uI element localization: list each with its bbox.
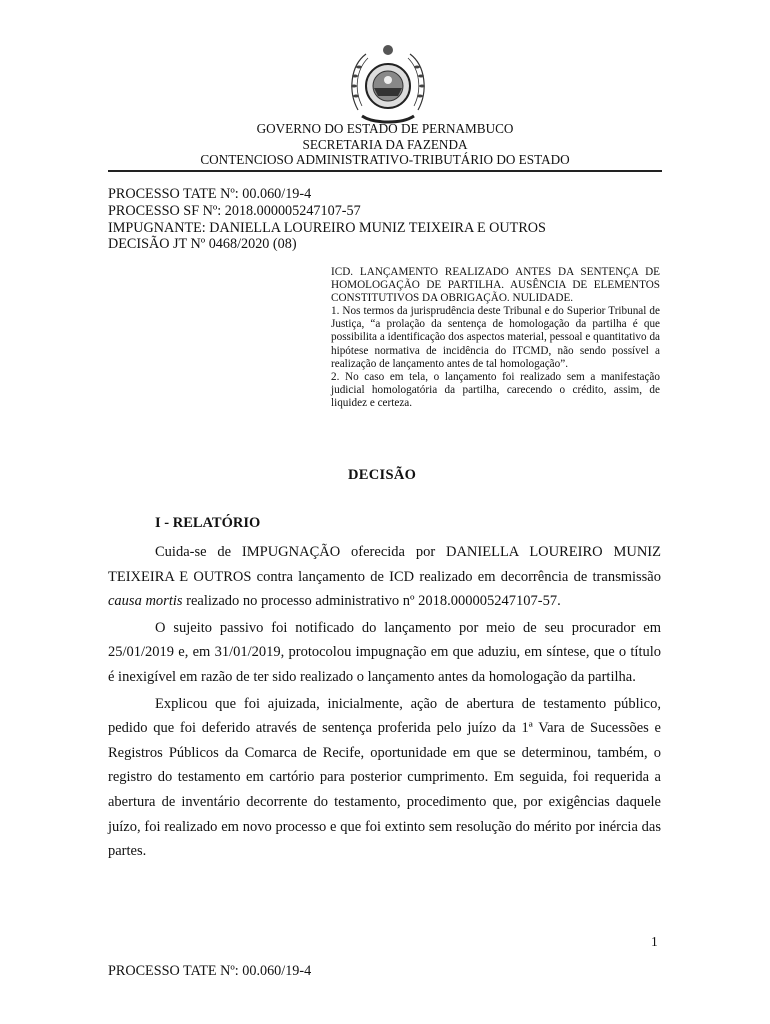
paragraph-1: Cuida-se de IMPUGNAÇÃO oferecida por DANIELLA LOUREIRO MUNIZ TEIXEIRA E OUTROS contra lançamento de ICD realizado em decorrência de transmissão causa mortis realizado no processo administrativo nº 2018.000005247107-57. <box>108 544 661 610</box>
processo-tate: PROCESSO TATE Nº: 00.060/19-4 <box>108 186 312 202</box>
state-coat-of-arms-icon <box>344 40 432 124</box>
paragraph-2: O sujeito passivo foi notificado do lançamento por meio de seu procurador em 25/01/2019 e, em 31/01/2019, protocolou impugnação em que aduziu, em síntese, que o título é inexigível em razão de ter sido realizado o lançamento antes da homologação da partilha. <box>108 619 661 685</box>
page-number: 1 <box>651 934 658 949</box>
header-divider <box>108 170 662 172</box>
impugnante: IMPUGNANTE: DANIELLA LOUREIRO MUNIZ TEIXEIRA E OUTROS <box>108 219 546 236</box>
process-identification <box>108 186 668 253</box>
header-department: CONTENCIOSO ADMINISTRATIVO-TRIBUTÁRIO DO ESTADO <box>200 152 570 167</box>
processo-sf: PROCESSO SF Nº: 2018.000005247107-57 <box>108 202 361 219</box>
decisao-number: DECISÃO JT Nº 0468/2020 (08) <box>108 236 297 253</box>
document-header <box>108 121 662 168</box>
footer-process: PROCESSO TATE Nº: 00.060/19-4 <box>108 963 312 979</box>
body-text <box>108 540 661 866</box>
header-secretariat: SECRETARIA DA FAZENDA <box>302 136 468 152</box>
ementa-summary <box>331 266 660 410</box>
ementa-item-1: 1. Nos termos da jurisprudência deste Tribunal e do Superior Tribunal de Justiça, “a prolação da sentença de homologação da partilha é que possibilita a identificação dos aspectos material, pessoal e quantitativo da hipótese normativa de incidência do ITCMD, não sendo possível a realização de lançamento antes de tal homologação”. <box>331 305 660 370</box>
section-relatorio-title: I - RELATÓRIO <box>155 515 261 531</box>
ementa-heading: ICD. LANÇAMENTO REALIZADO ANTES DA SENTENÇA DE HOMOLOGAÇÃO DE PARTILHA. AUSÊNCIA DE ELEMENTOS CONSTITUTIVOS DA OBRIGAÇÃO. NULIDADE. <box>331 266 660 305</box>
italic-term: causa mortis <box>108 593 183 610</box>
header-government: GOVERNO DO ESTADO DE PERNAMBUCO <box>256 121 514 136</box>
ementa-item-2: 2. No caso em tela, o lançamento foi realizado sem a manifestação judicial homologatória da partilha, carecendo o crédito, assim, de liquidez e certeza. <box>331 370 660 409</box>
paragraph-3: Explicou que foi ajuizada, inicialmente, ação de abertura de testamento público, pedido que foi deferido através de sentença proferida pelo juízo da 1ª Vara de Sucessões e Registros Públicos da Comarca de Recife, oportunidade em que se determinou, também, o registro do testamento em cartório para posterior cumprimento. Em seguida, foi requerida a abertura de inventário decorrente do testamento, procedimento que, por exigências daquele juízo, foi realizado em novo processo e que foi extinto sem resolução do mérito por inércia das partes. <box>108 695 661 860</box>
decisao-title: DECISÃO <box>348 467 417 483</box>
